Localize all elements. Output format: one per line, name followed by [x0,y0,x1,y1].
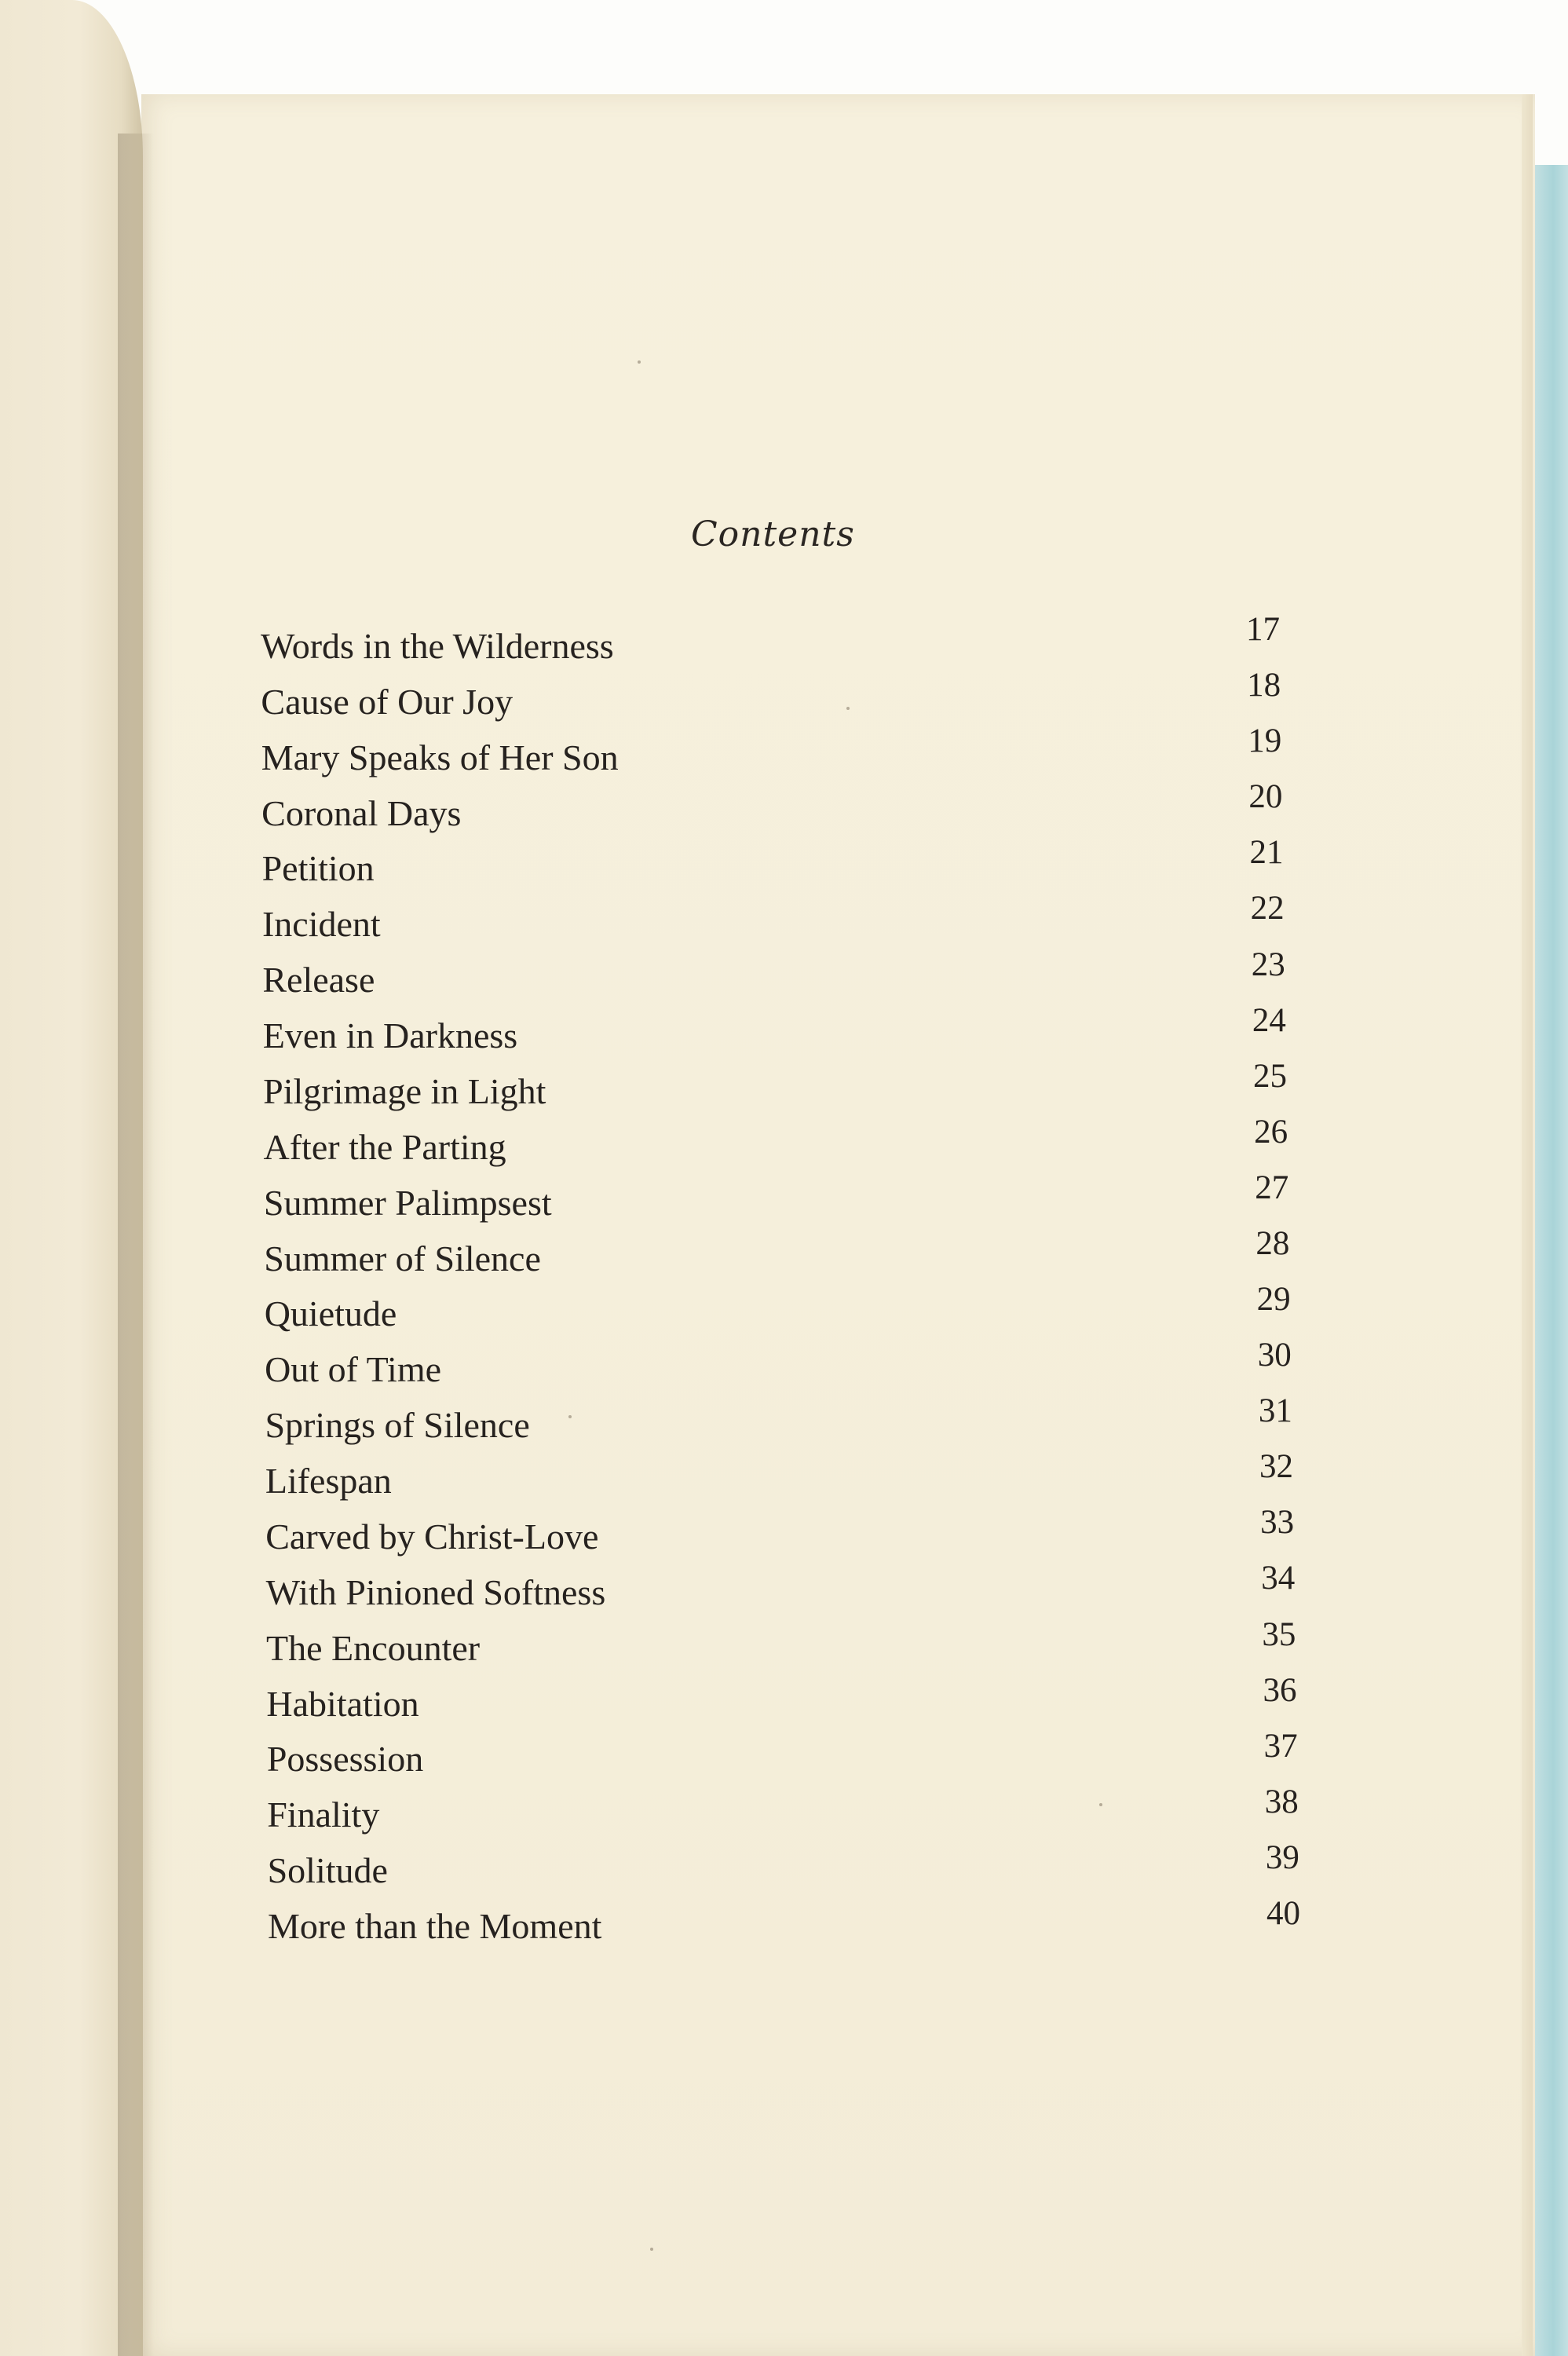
entry-page-number: 33 [1260,1504,1295,1542]
entry-title: Even in Darkness [262,1015,518,1056]
entry-title: More than the Moment [268,1906,602,1946]
entry-title: The Encounter [266,1627,481,1668]
entry-title: Pilgrimage in Light [263,1070,546,1111]
entry-page-number: 23 [1251,946,1285,983]
entry-page-number: 30 [1257,1337,1292,1374]
entry-title: Out of Time [265,1349,442,1390]
entry-title: Cause of Our Joy [261,681,514,722]
entry-page-number: 19 [1248,723,1282,760]
entry-page-number: 28 [1255,1224,1290,1262]
entry-page-number: 25 [1253,1057,1288,1095]
entry-title: Coronal Days [261,792,462,833]
entry-title: Carved by Christ-Love [265,1516,599,1557]
entry-page-number: 29 [1256,1281,1291,1319]
entry-title: Summer Palimpsest [263,1182,552,1223]
entry-title: After the Parting [263,1126,506,1167]
entry-page-number: 26 [1254,1113,1288,1151]
entry-page-number: 27 [1255,1169,1289,1206]
entry-title: With Pinioned Softness [265,1571,606,1612]
entry-title: Possession [266,1739,424,1780]
entry-page-number: 37 [1263,1727,1298,1765]
entry-title: Release [262,960,375,1001]
entry-title: Summer of Silence [264,1238,541,1279]
entry-page-number: 32 [1259,1448,1293,1486]
entry-title: Solitude [267,1850,388,1891]
entry-title: Finality [267,1794,380,1835]
entry-page-number: 18 [1247,667,1281,704]
entry-title: Quietude [264,1293,397,1334]
entry-page-number: 22 [1250,890,1285,927]
entry-page-number: 38 [1264,1783,1299,1820]
entry-title: Springs of Silence [265,1405,530,1446]
entry-page-number: 35 [1262,1615,1296,1653]
entry-page-number: 36 [1263,1671,1297,1709]
contents-heading: Contents [691,514,855,554]
entry-page-number: 40 [1266,1895,1300,1932]
entry-page-number: 17 [1246,611,1280,648]
entry-page-number: 21 [1249,834,1284,872]
entry-page-number: 20 [1248,778,1283,816]
entry-title: Words in the Wilderness [261,626,614,666]
entry-page-number: 31 [1258,1392,1292,1430]
entry-title: Incident [261,904,381,945]
entry-page-number: 34 [1261,1560,1296,1597]
entry-page-number: 24 [1252,1001,1286,1039]
entry-title: Habitation [266,1683,419,1724]
entry-title: Mary Speaks of Her Son [261,737,619,777]
entry-title: Lifespan [265,1461,392,1502]
entry-page-number: 39 [1265,1838,1299,1876]
entry-title: Petition [261,848,375,889]
